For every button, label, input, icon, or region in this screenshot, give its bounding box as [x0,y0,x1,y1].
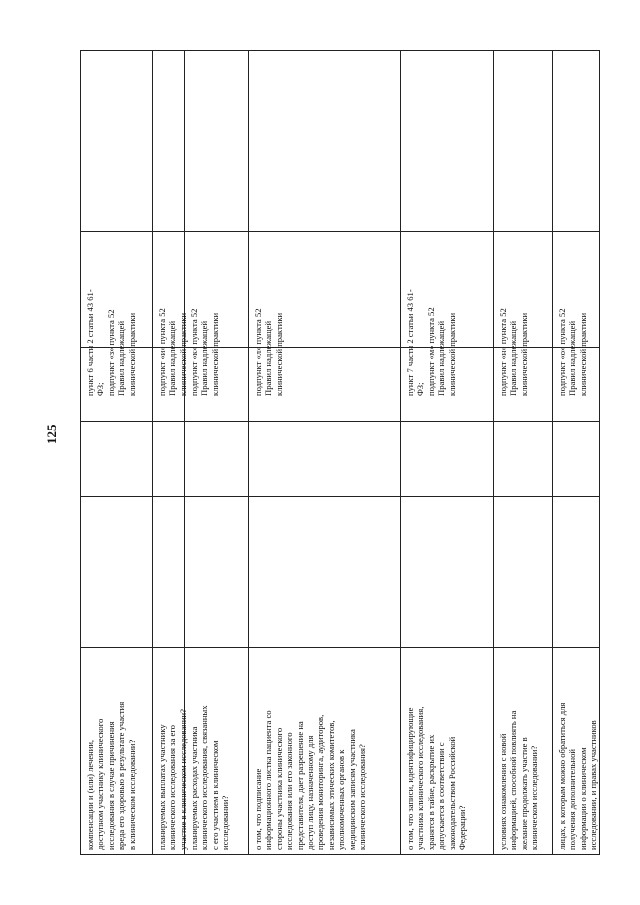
checklist-table [80,50,600,855]
question-cell: компенсации и (или) лечении, доступном участнику клинического исследования в случае причинения вреда его здоровью в результате участия в клиническом исследовании? [85,701,137,850]
legal-basis-cell: подпункт «к» пункта 52 Правил надлежащей клинической практики [189,308,220,396]
legal-basis-cell: подпункт «л» пункта 52 Правил надлежащей клинической практики [253,308,284,396]
legal-basis-cell: пункт 6 части 2 статьи 43 61- ФЗ; подпункт «з» пункта 52 Правил надлежащей клинической практики [85,289,137,396]
table-divider [81,231,599,232]
question-cell: о том, что записи, идентифицирующие участника клинического исследования, хранятся в тайне, раскрытие их допускается в соответствии с законодательством Российской Федерации? [405,706,468,850]
question-cell: условиях ознакомления с новой информацией, способной повлиять на желание продолжать участие в клиническом исследовании? [498,710,540,850]
table-divider [81,347,599,348]
question-cell: лицах, к которым можно обратиться для получения дополнительной информации о клиническом исследовании, и правах участников [557,702,599,850]
table-rows [81,51,599,854]
question-cell: планируемых выплатах участнику клинического исследования за его участие в клиническом исследовании? [157,709,188,850]
question-cell: планируемых расходах участника клинического исследования, связанных с его участием в клиническом исследовании? [189,705,231,850]
legal-basis-cell: пункт 7 части 2 статьи 43 61- ФЗ; подпункт «м» пункта 52 Правил надлежащей клинической практики [405,289,457,396]
question-cell: о том, что подписание информационного листка пациента со стороны участника клинического исследования или его законного представителя, дает разрешение на доступ лицу, назначенному для проведения мониторинга, аудиторов, независимых этических комитетов, уполномоченных органов к медицинским записям участника клинического исследования? [253,710,368,850]
table-row [401,51,494,854]
table-divider [81,647,599,648]
table-row [249,51,401,854]
table-divider [81,496,599,497]
table-row [185,51,249,854]
table-row [494,51,553,854]
legal-basis-cell: подпункт «н» пункта 52 Правил надлежащей клинической практики [498,308,529,396]
table-row [81,51,153,854]
table-row [553,51,601,854]
legal-basis-cell: подпункт «и» пункта 52 Правил надлежащей клинической практики [157,308,188,396]
table-row [153,51,188,854]
page-number: 125 [44,424,59,444]
table-divider [81,421,599,422]
legal-basis-cell: подпункт «о» пункта 52 Правил надлежащей клинической практики [557,308,588,396]
